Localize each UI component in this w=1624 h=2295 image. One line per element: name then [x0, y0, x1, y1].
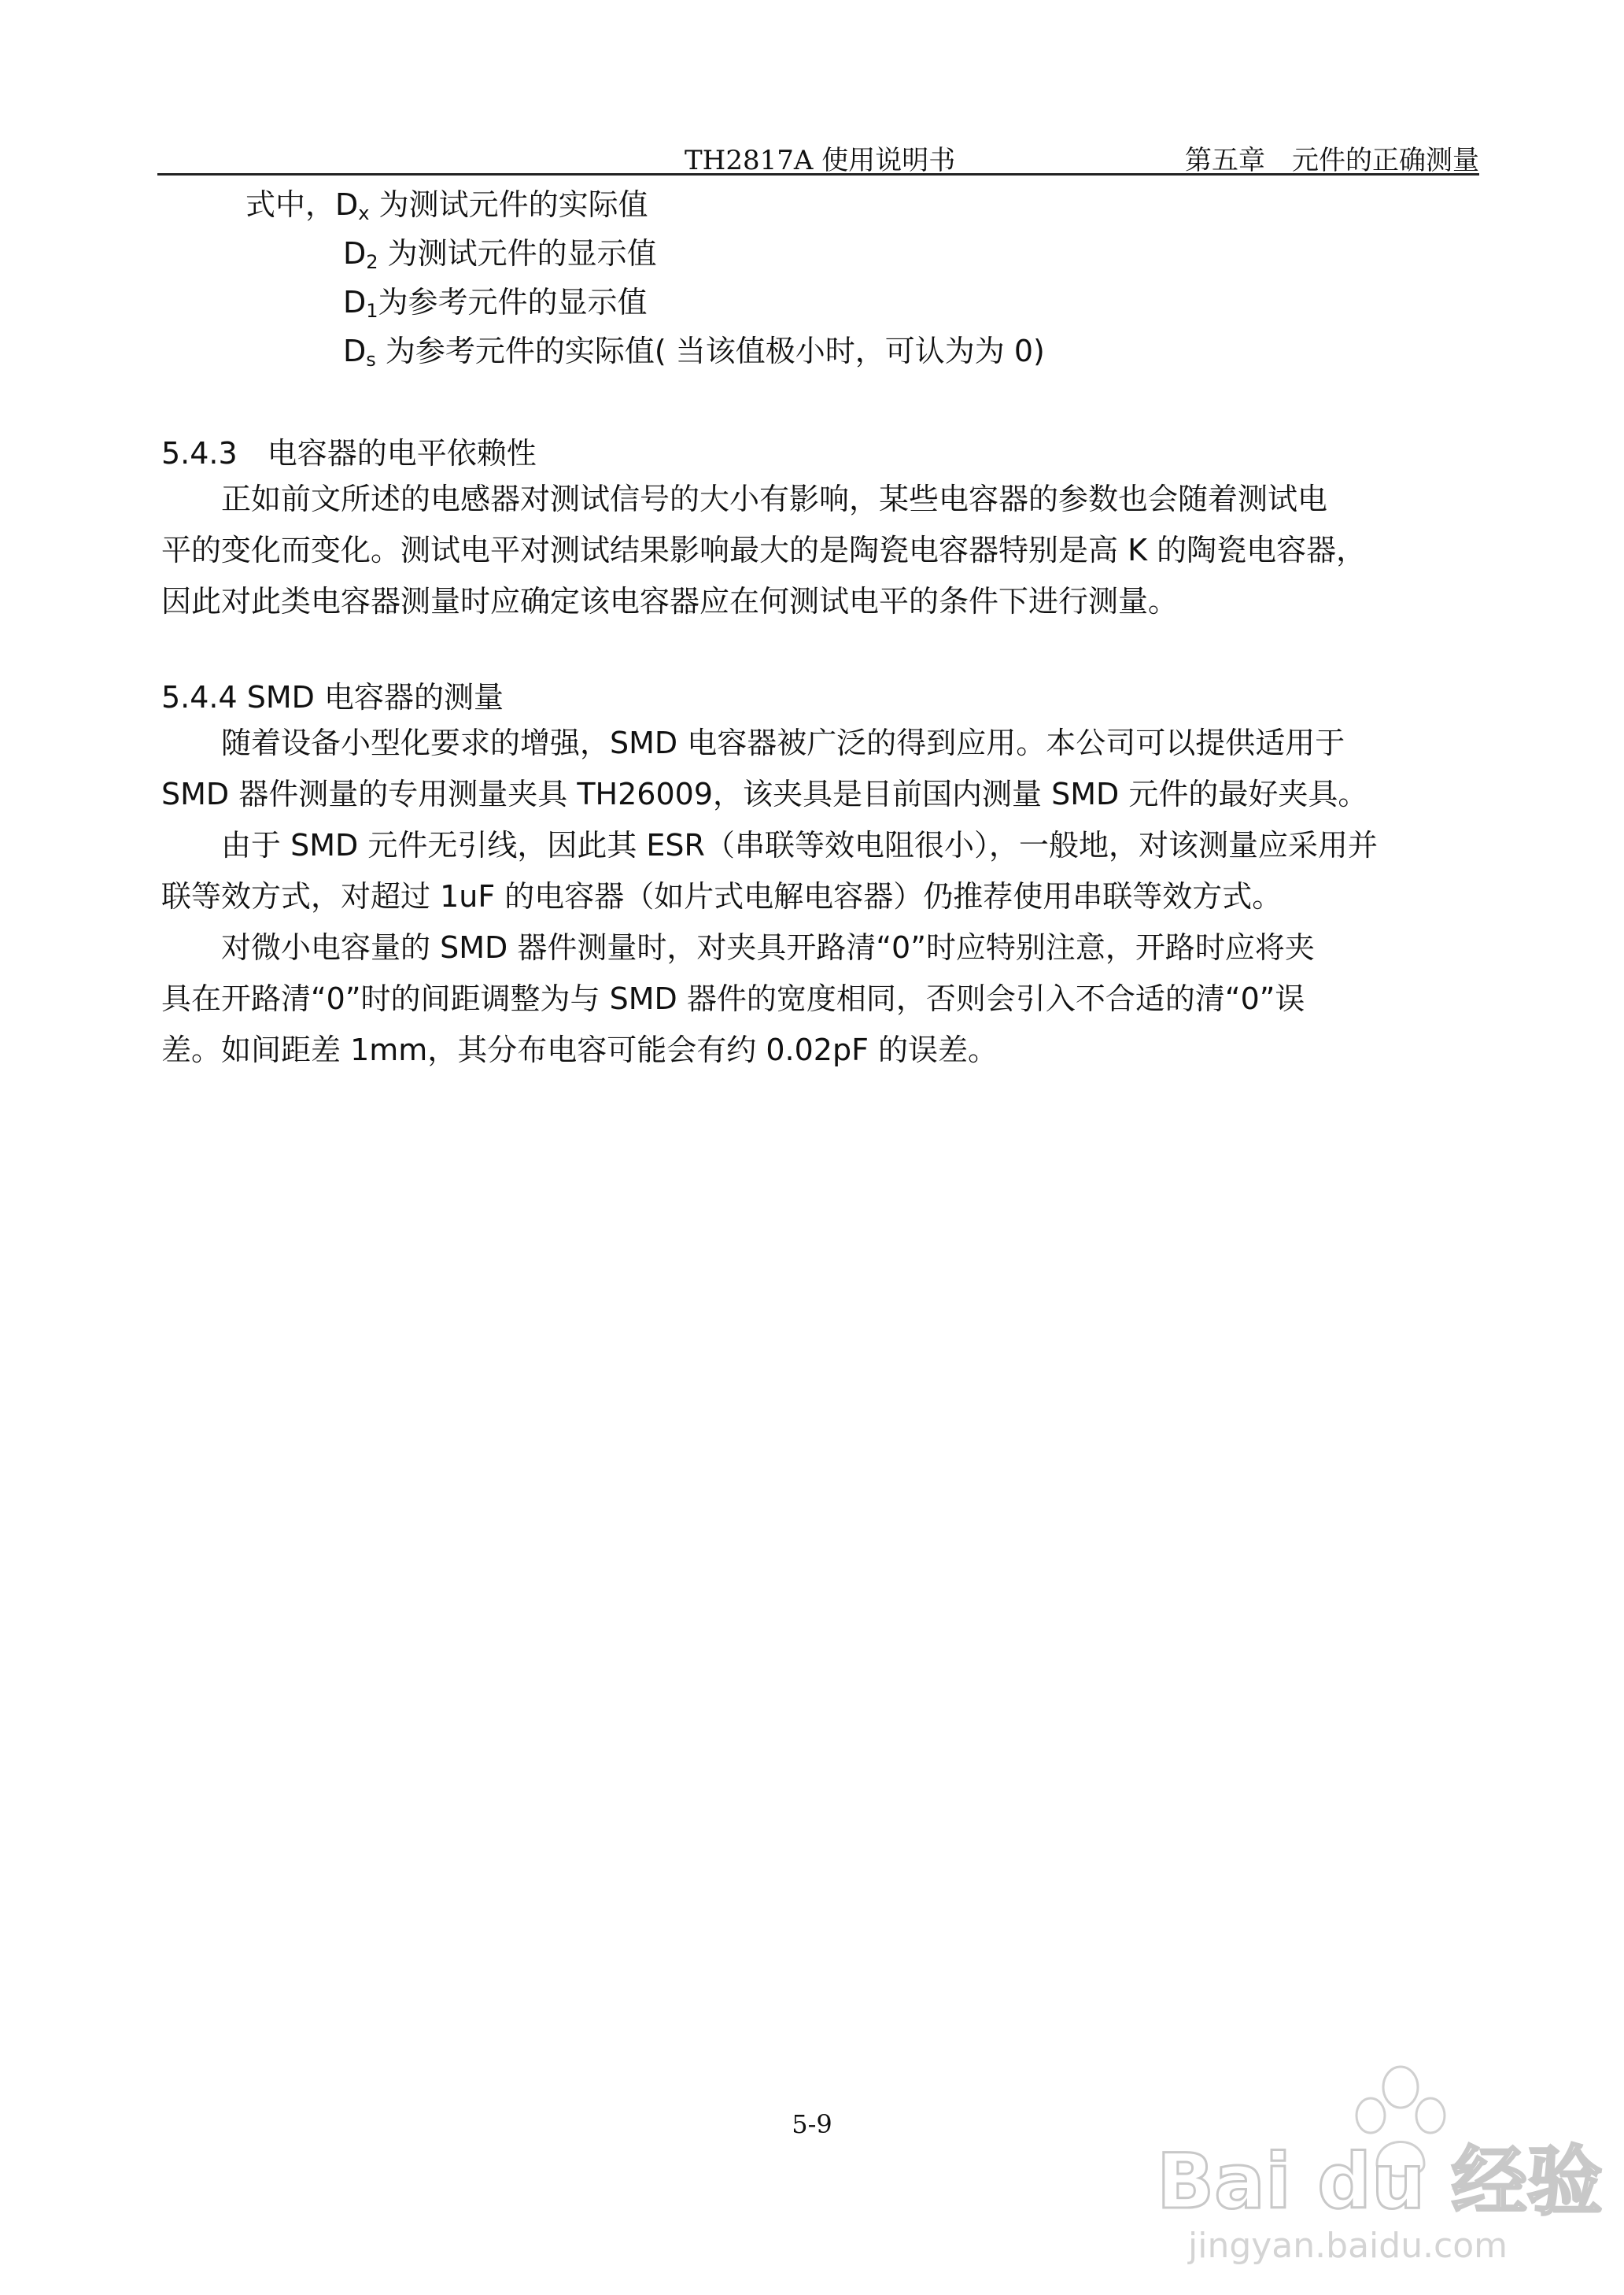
paragraph-line: 平的变化而变化。测试电平对测试结果影响最大的是陶瓷电容器特别是高 K 的陶瓷电容器，: [161, 533, 1367, 567]
definition-text: 为测试元件的显示值: [378, 236, 657, 271]
paragraph-line: 由于 SMD 元件无引线，因此其 ESR（串联等效电阻很小），一般地，对该测量应采用并: [161, 828, 1378, 863]
paragraph-line: SMD 器件测量的专用测量夹具 TH26009，该夹具是目前国内测量 SMD 元件的最好夹具。: [161, 777, 1368, 811]
symbol-subscript: s: [366, 349, 376, 371]
definition-text: 为参考元件的实际值( 当该值极小时，可认为为 0): [375, 334, 1045, 368]
paragraph-line: 具在开路清“0”时的间距调整为与 SMD 器件的宽度相同，否则会引入不合适的清“0”误: [161, 981, 1305, 1016]
paragraph-line: 正如前文所述的电感器对测试信号的大小有影响，某些电容器的参数也会随着测试电: [161, 482, 1328, 516]
symbol: D: [343, 236, 367, 271]
definition-text: 为测试元件的实际值: [369, 187, 648, 222]
definition-row-4: [343, 334, 1045, 371]
watermark-brand: Bai du 经验: [1157, 2138, 1603, 2226]
paragraph-line: 因此对此类电容器测量时应确定该电容器应在何测试电平的条件下进行测量。: [161, 584, 1179, 619]
symbol-subscript: 2: [366, 251, 378, 273]
symbol: D: [343, 334, 367, 368]
section-paragraph-5-4-4: [161, 718, 1440, 1076]
paragraph-line: 随着设备小型化要求的增强，SMD 电容器被广泛的得到应用。本公司可以提供适用于: [161, 726, 1345, 760]
paragraph-line: 差。如间距差 1mm，其分布电容可能会有约 0.02pF 的误差。: [161, 1033, 998, 1067]
definitions-intro: 式中，: [245, 187, 336, 222]
symbol: D: [335, 187, 359, 222]
header-divider: [157, 173, 1479, 176]
page-number: 5-9: [792, 2109, 832, 2139]
chapter-title: 第五章 元件的正确测量: [1185, 145, 1479, 176]
paragraph-line: 联等效方式，对超过 1uF 的电容器（如片式电解电容器）仍推荐使用串联等效方式。: [161, 879, 1283, 914]
page-header: [157, 139, 1479, 176]
watermark-url: jingyan.baidu.com: [1188, 2226, 1508, 2266]
section-heading-5-4-4: 5.4.4 SMD 电容器的测量: [161, 680, 504, 715]
symbol: D: [343, 285, 367, 320]
symbol-subscript: x: [358, 202, 370, 224]
definition-row-3: [343, 285, 648, 323]
section-heading-5-4-3: 5.4.3 电容器的电平依赖性: [161, 436, 537, 471]
paragraph-line: 对微小电容量的 SMD 器件测量时，对夹具开路清“0”时应特别注意，开路时应将夹: [161, 930, 1315, 965]
document-title: TH2817A 使用说明书: [685, 145, 956, 176]
baidu-jingyan-watermark: [1141, 2046, 1603, 2267]
section-paragraph-5-4-3: [161, 474, 1440, 627]
definition-text: 为参考元件的显示值: [378, 285, 648, 320]
definition-row-2: [343, 236, 657, 274]
symbol-subscript: 1: [366, 300, 378, 322]
definition-row-1: [245, 187, 648, 225]
